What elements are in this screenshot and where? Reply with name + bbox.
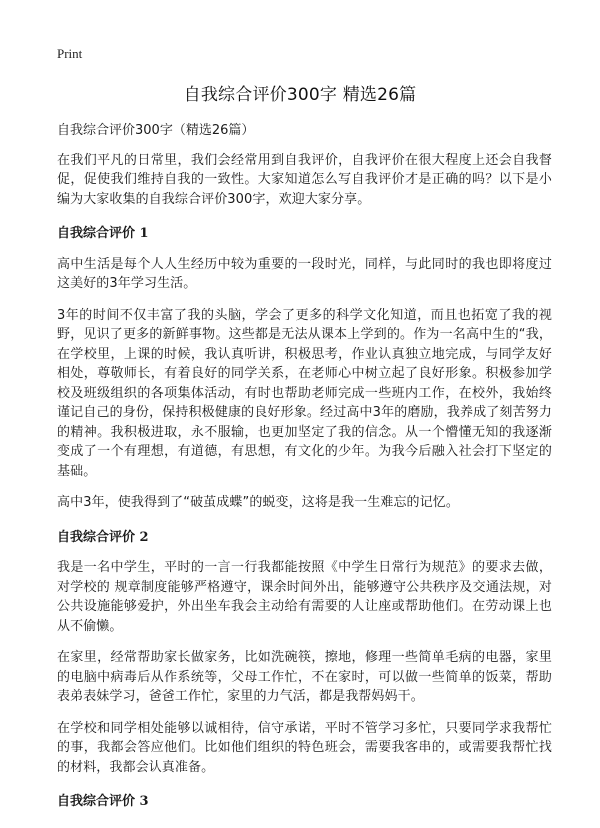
section-2-paragraph-2: 在家里，经常帮助家长做家务，比如洗碗筷，擦地，修理一些简单毛病的电器，家里的电脑中病毒后从作系统等，父母工作忙，不在家时，可以做一些简单的饭菜，帮助表弟表妹学习，爸爸工作忙，家里的力气活，都是我帮妈妈干。 [57,650,552,704]
section-heading-3: 自我综合评价 3 [57,794,149,809]
section-1-paragraph-3: 高中3年，使我得到了“破茧成蝶”的蜕变，这将是我一生难忘的记忆。 [57,495,459,510]
section-2-paragraph-1: 我是一名中学生，平时的一言一行我都能按照《中学生日常行为规范》的要求去做，对学校的 规章制度能够严格遵守，课余时间外出，能够遵守公共秩序及交通法规，对公共设施能够爱护，外出坐车我会主动给有需要的人让座或帮助他们。在劳动课上也从不偷懒。 [57,560,552,634]
document-subtitle: 自我综合评价300字（精选26篇） [57,123,255,138]
document-title: 自我综合评价300字 精选26篇 [183,85,417,105]
intro-paragraph: 在我们平凡的日常里，我们会经常用到自我评价，自我评价在很大程度上还会自我督促，促使我们维持自我的一致性。大家知道怎么写自我评价才是正确的吗？以下是小编为大家收集的自我综合评价300字，欢迎大家分享。 [57,152,552,207]
document-body [57,121,552,823]
section-heading-2: 自我综合评价 2 [57,529,149,545]
section-2-paragraph-3: 在学校和同学相处能够以诚相待，信守承诺，平时不管学习多忙，只要同学求我帮忙的事，我都会答应他们。比如他们组织的特色班会，需要我客串的，或需要我帮忙找的材料，我都会认真准备。 [57,720,552,775]
print-label[interactable]: Print [57,46,83,61]
section-1-paragraph-2: 3年的时间不仅丰富了我的头脑，学会了更多的科学文化知道，而且也拓宽了我的视野，见识了更多的新鲜事物。这些都是无法从课本上学到的。作为一名高中生的“我，在学校里，上课的时候，我认真听讲，积极思考，作业认真独立地完成，与同学友好相处，尊敬师长，有着良好的同学关系，在老师心中树立起了良好形象。积极参加学校及班级组织的各项集体活动，有时也帮助老师完成一些班内工作，在校外，我始终谨记自己的身份，保持积极健康的良好形象。经过高中3年的磨励，我养成了刻苦努力的精神。我积极进取，永不服输，也更加坚定了我的信念。从一个懵懂无知的我逐渐变成了一个有理想，有道德，有思想，有文化的少年。为我今后融入社会打下坚定的基础。 [57,307,552,479]
section-1-paragraph-1: 高中生活是每个人人生经历中较为重要的一段时光，同样，与此同时的我也即将度过这美好的3年学习生活。 [57,256,552,291]
section-heading-1: 自我综合评价 1 [57,226,149,241]
